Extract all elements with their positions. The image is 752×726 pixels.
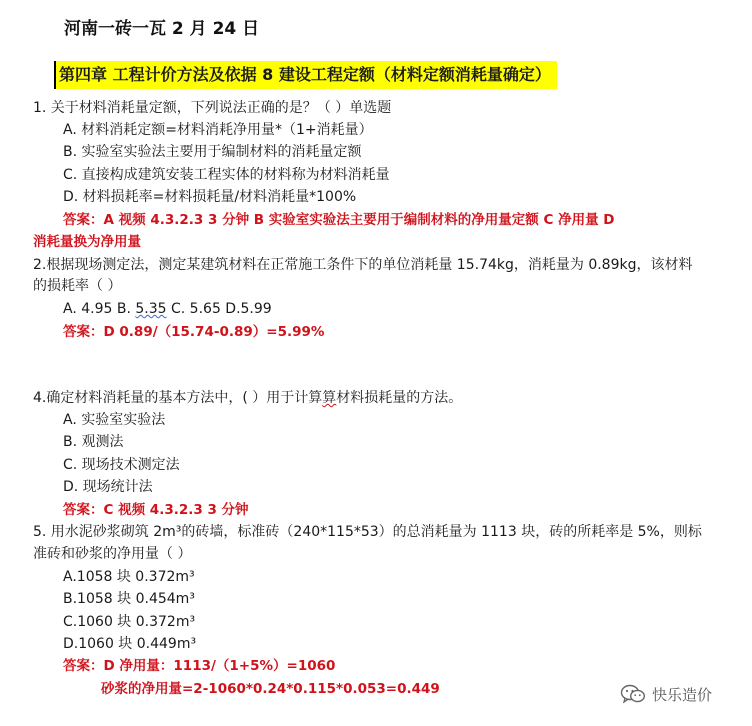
question-4-stem-end: 材料损耗量的方法。	[336, 390, 463, 406]
watermark	[620, 683, 712, 705]
question-1-stem: 1. 关于材料消耗量定额，下列说法正确的是？（ ）单选题	[33, 100, 392, 116]
question-5-stem-continued: 准砖和砂浆的净用量（ ）	[33, 546, 192, 562]
question-5-answer-continued: 砂浆的净用量=2-1060*0.24*0.115*0.053=0.449	[101, 681, 440, 697]
question-2-option-b-value: 5.35	[135, 301, 167, 317]
question-4-option-c: C. 现场技术测定法	[63, 457, 180, 473]
chapter-heading: 第四章 工程计价方法及依据 8 建设工程定额（材料定额消耗量确定）	[54, 61, 557, 89]
question-4-stem-start: 4.确定材料消耗量的基本方法中，( ）用于计算	[33, 390, 323, 406]
question-5-option-d: D.1060 块 0.449m³	[63, 636, 197, 652]
question-2-option-c-d: C. 5.65 D.5.99	[166, 301, 272, 317]
question-1-option-b: B. 实验室实验法主要用于编制材料的消耗量定额	[63, 144, 362, 160]
question-5-option-b: B.1058 块 0.454m³	[63, 591, 195, 607]
question-1-option-d: D. 材料损耗率=材料损耗量/材料消耗量*100%	[63, 189, 357, 205]
question-4-stem-flagged: 算	[322, 390, 337, 406]
question-5-stem: 5. 用水泥砂浆砌筑 2m³的砖墙，标准砖（240*115*53）的总消耗量为 1113 块，砖的所耗率是 5%，则标	[33, 524, 702, 540]
question-1-option-a: A. 材料消耗定额=材料消耗净用量*（1+消耗量）	[63, 122, 373, 138]
wechat-icon	[620, 684, 646, 704]
question-4-option-b: B. 观测法	[63, 434, 124, 450]
question-4-option-d: D. 现场统计法	[63, 479, 153, 495]
question-4-answer: 答案：C 视频 4.3.2.3 3 分钟	[63, 502, 249, 518]
question-1-answer-continued: 消耗量换为净用量	[33, 234, 141, 250]
document-title: 河南一砖一瓦 2 月 24 日	[64, 19, 260, 39]
question-5-option-c: C.1060 块 0.372m³	[63, 614, 196, 630]
question-1-answer: 答案：A 视频 4.3.2.3 3 分钟 B 实验室实验法主要用于编制材料的净用量定额 C 净用量 D	[63, 212, 615, 228]
question-1-option-c: C. 直接构成建筑安装工程实体的材料称为材料消耗量	[63, 167, 390, 183]
question-2-options	[63, 299, 272, 319]
question-4-option-a: A. 实验室实验法	[63, 412, 166, 428]
watermark-text: 快乐造价	[652, 685, 713, 704]
question-2-stem: 2.根据现场测定法，测定某建筑材料在正常施工条件下的单位消耗量 15.74kg，消耗量为 0.89kg，该材料	[33, 257, 693, 273]
question-5-answer: 答案：D 净用量：1113/（1+5%）=1060	[63, 658, 336, 674]
question-2-stem-continued: 的损耗率（ ）	[33, 278, 122, 294]
question-2-option-b-label: B.	[116, 301, 136, 317]
question-4-stem	[33, 388, 462, 408]
question-2-option-a: A. 4.95	[63, 301, 117, 317]
question-2-answer: 答案：D 0.89/（15.74-0.89）=5.99%	[63, 324, 325, 340]
question-5-option-a: A.1058 块 0.372m³	[63, 569, 195, 585]
